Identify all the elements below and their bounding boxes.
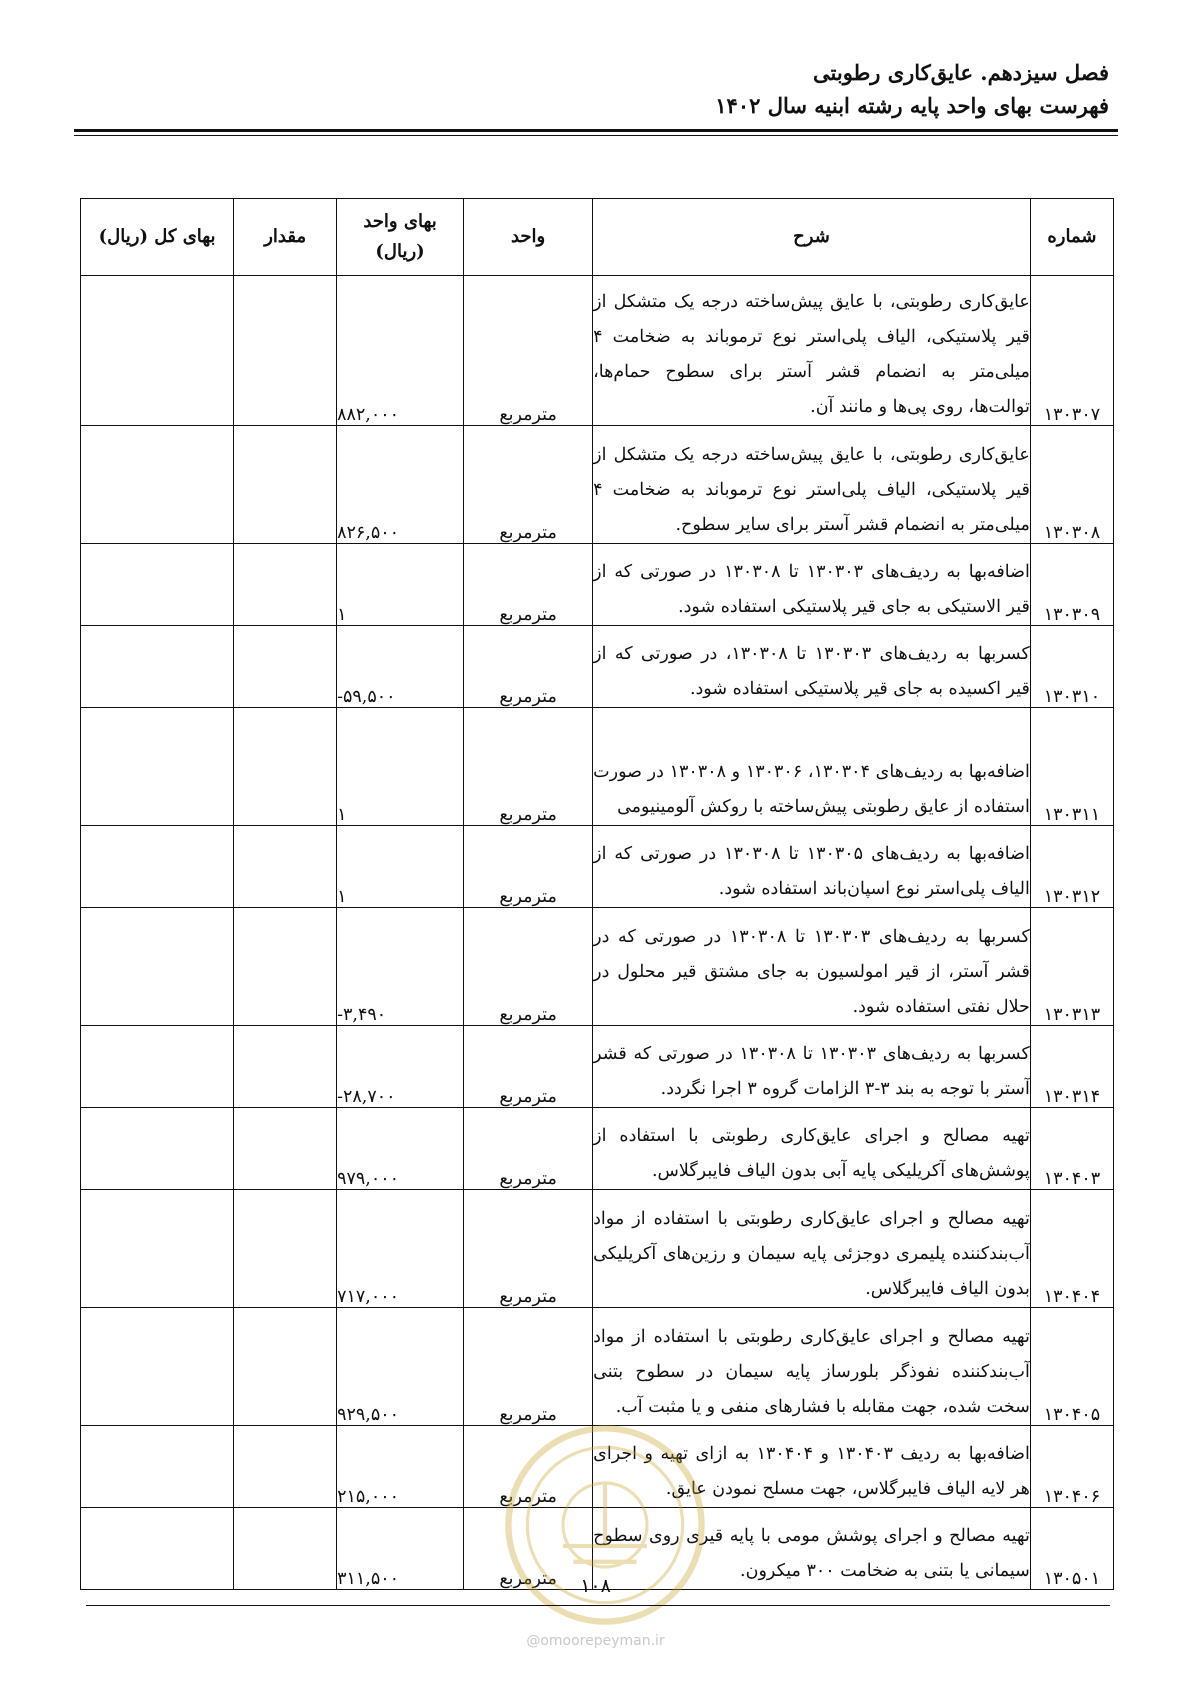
row-quantity [234, 626, 337, 708]
row-unit: مترمربع [464, 1426, 593, 1508]
row-description: تهیه مصالح و اجرای عایق‌کاری رطوبتی با استفاده از مواد آب‌بندکننده نفوذگر بلورساز پایه سیمان در سطوح بتنی سخت شده، جهت مقابله با فشارهای منفی و یا مثبت آب. [593, 1308, 1031, 1426]
row-quantity [234, 708, 337, 826]
header-rule-thick [74, 129, 1118, 132]
row-unit: مترمربع [464, 1508, 593, 1590]
column-header-description: شرح [593, 199, 1031, 276]
row-unit-price: ۱ [337, 708, 464, 826]
row-description: تهیه مصالح و اجرای عایق‌کاری رطوبتی با استفاده از مواد آب‌بندکننده پلیمری دوجزئی پایه سیمان و رزین‌های آکریلیکی بدون الیاف فایبرگلاس. [593, 1190, 1031, 1308]
row-quantity [234, 1108, 337, 1190]
row-unit-price: -۲۸,۷۰۰ [337, 1026, 464, 1108]
price-list-title: فهرست بهای واحد پایه رشته ابنیه سال ۱۴۰۲ [715, 93, 1109, 118]
row-total [81, 626, 234, 708]
row-unit: مترمربع [464, 1026, 593, 1108]
row-total [81, 426, 234, 544]
row-quantity [234, 426, 337, 544]
table-row [81, 1190, 1114, 1308]
row-description: اضافه‌بها به ردیف‌های ۱۳۰۳۰۳ تا ۱۳۰۳۰۸ در صورتی که از قیر الاستیکی به جای قیر پلاستیکی استفاده شود. [593, 544, 1031, 626]
column-header-quantity: مقدار [234, 199, 337, 276]
row-unit: مترمربع [464, 908, 593, 1026]
table-row [81, 544, 1114, 626]
row-code: ۱۳۰۳۰۸ [1030, 426, 1113, 544]
row-unit-price: ۸۸۲,۰۰۰ [337, 276, 464, 426]
row-code: ۱۳۰۳۱۳ [1030, 908, 1113, 1026]
table-row [81, 1026, 1114, 1108]
row-description: تهیه مصالح و اجرای عایق‌کاری رطوبتی با استفاده از پوشش‌های آکریلیکی پایه آبی بدون الیاف فایبرگلاس. [593, 1108, 1031, 1190]
row-unit-price: ۹۲۹,۵۰۰ [337, 1308, 464, 1426]
row-quantity [234, 908, 337, 1026]
row-unit-price: -۵۹,۵۰۰ [337, 626, 464, 708]
table-row [81, 1426, 1114, 1508]
row-unit-price: ۷۱۷,۰۰۰ [337, 1190, 464, 1308]
row-unit-price: ۲۱۵,۰۰۰ [337, 1426, 464, 1508]
row-total [81, 1026, 234, 1108]
row-unit: مترمربع [464, 1308, 593, 1426]
row-total [81, 544, 234, 626]
table-row [81, 626, 1114, 708]
row-description: کسربها به ردیف‌های ۱۳۰۳۰۳ تا ۱۳۰۳۰۸، در صورتی که از قیر اکسیده به جای قیر پلاستیکی استفاده شود. [593, 626, 1031, 708]
row-code: ۱۳۰۵۰۱ [1030, 1508, 1113, 1590]
row-code: ۱۳۰۴۰۴ [1030, 1190, 1113, 1308]
row-code: ۱۳۰۴۰۵ [1030, 1308, 1113, 1426]
unit-price-header-line1: بهای واحد [363, 211, 437, 232]
row-code: ۱۳۰۳۱۴ [1030, 1026, 1113, 1108]
row-unit-price: ۳۱۱,۵۰۰ [337, 1508, 464, 1590]
chapter-title: فصل سیزدهم. عایق‌کاری رطوبتی [813, 60, 1109, 85]
page-header [69, 58, 1109, 122]
row-code: ۱۳۰۳۱۲ [1030, 826, 1113, 908]
table-row [81, 1108, 1114, 1190]
row-quantity [234, 1190, 337, 1308]
row-total [81, 1426, 234, 1508]
row-code: ۱۳۰۳۱۰ [1030, 626, 1113, 708]
table-row [81, 708, 1114, 826]
row-code: ۱۳۰۳۰۷ [1030, 276, 1113, 426]
row-code: ۱۳۰۳۰۹ [1030, 544, 1113, 626]
table-body [81, 276, 1114, 1590]
table-row [81, 908, 1114, 1026]
row-total [81, 276, 234, 426]
row-description: عایق‌کاری رطوبتی، با عایق پیش‌ساخته درجه یک متشکل از قیر پلاستیکی، الیاف پلی‌استر نوع ترموباند به ضخامت ۴ میلی‌متر به انضمام قشر آستر برای سطوح حمام‌ها، توالت‌ها، روی پی‌ها و مانند آن. [593, 276, 1031, 426]
row-code: ۱۳۰۴۰۶ [1030, 1426, 1113, 1508]
row-description: اضافه‌بها به ردیف‌های ۱۳۰۳۰۴، ۱۳۰۳۰۶ و ۱۳۰۳۰۸ در صورت استفاده از عایق رطوبتی پیش‌ساخته با روکش آلومینیومی [593, 708, 1031, 826]
row-unit: مترمربع [464, 708, 593, 826]
row-total [81, 908, 234, 1026]
header-rule-thin [74, 135, 1118, 136]
row-total [81, 1308, 234, 1426]
site-url: @omoorepeyman.ir [526, 1633, 665, 1649]
row-unit-price: -۳,۴۹۰ [337, 908, 464, 1026]
price-table [80, 198, 1114, 1590]
footer-rule [86, 1605, 1110, 1606]
row-quantity [234, 1308, 337, 1426]
table-row [81, 1308, 1114, 1426]
row-quantity [234, 276, 337, 426]
row-quantity [234, 826, 337, 908]
row-unit: مترمربع [464, 276, 593, 426]
table-row [81, 276, 1114, 426]
row-description: اضافه‌بها به ردیف ۱۳۰۴۰۳ و ۱۳۰۴۰۴ به ازای تهیه و اجرای هر لایه الیاف فایبرگلاس، جهت مسلح نمودن عایق. [593, 1426, 1031, 1508]
row-description: کسربها به ردیف‌های ۱۳۰۳۰۳ تا ۱۳۰۳۰۸ در صورتی که در قشر آستر، از قیر امولسیون به جای مشتق قیر محلول در حلال نفتی استفاده شود. [593, 908, 1031, 1026]
table-header-row [81, 199, 1114, 276]
row-unit-price: ۱ [337, 826, 464, 908]
row-description: تهیه مصالح و اجرای پوشش مومی با پایه قیری روی سطوح سیمانی یا بتنی به ضخامت ۳۰۰ میکرون. [593, 1508, 1031, 1590]
column-header-unit: واحد [464, 199, 593, 276]
row-quantity [234, 1026, 337, 1108]
row-total [81, 708, 234, 826]
row-total [81, 826, 234, 908]
row-total [81, 1190, 234, 1308]
row-unit: مترمربع [464, 826, 593, 908]
table-row [81, 426, 1114, 544]
row-description: کسربها به ردیف‌های ۱۳۰۳۰۳ تا ۱۳۰۳۰۸ در صورتی که قشر آستر با توجه به بند ۳-۳ الزامات گروه ۳ اجرا نگردد. [593, 1026, 1031, 1108]
row-unit: مترمربع [464, 1108, 593, 1190]
row-quantity [234, 1426, 337, 1508]
page-number: ۱۰۸ [580, 1575, 611, 1597]
row-code: ۱۳۰۴۰۳ [1030, 1108, 1113, 1190]
row-code: ۱۳۰۳۱۱ [1030, 708, 1113, 826]
column-header-total-price: بهای کل (ریال) [81, 199, 234, 276]
row-unit: مترمربع [464, 544, 593, 626]
row-unit-price: ۹۷۹,۰۰۰ [337, 1108, 464, 1190]
table-row [81, 826, 1114, 908]
row-description: اضافه‌بها به ردیف‌های ۱۳۰۳۰۵ تا ۱۳۰۳۰۸ در صورتی که از الیاف پلی‌استر نوع اسپان‌باند استفاده شود. [593, 826, 1031, 908]
row-unit: مترمربع [464, 426, 593, 544]
row-unit: مترمربع [464, 626, 593, 708]
row-total [81, 1108, 234, 1190]
row-description: عایق‌کاری رطوبتی، با عایق پیش‌ساخته درجه یک متشکل از قیر پلاستیکی، الیاف پلی‌استر نوع ترموباند به ضخامت ۴ میلی‌متر به انضمام قشر آستر برای سایر سطوح. [593, 426, 1031, 544]
unit-price-header-line2: (ریال) [375, 241, 425, 262]
column-header-code: شماره [1030, 199, 1113, 276]
row-unit: مترمربع [464, 1190, 593, 1308]
column-header-unit-price [337, 199, 464, 276]
row-unit-price: ۸۲۶,۵۰۰ [337, 426, 464, 544]
row-quantity [234, 544, 337, 626]
row-unit-price: ۱ [337, 544, 464, 626]
